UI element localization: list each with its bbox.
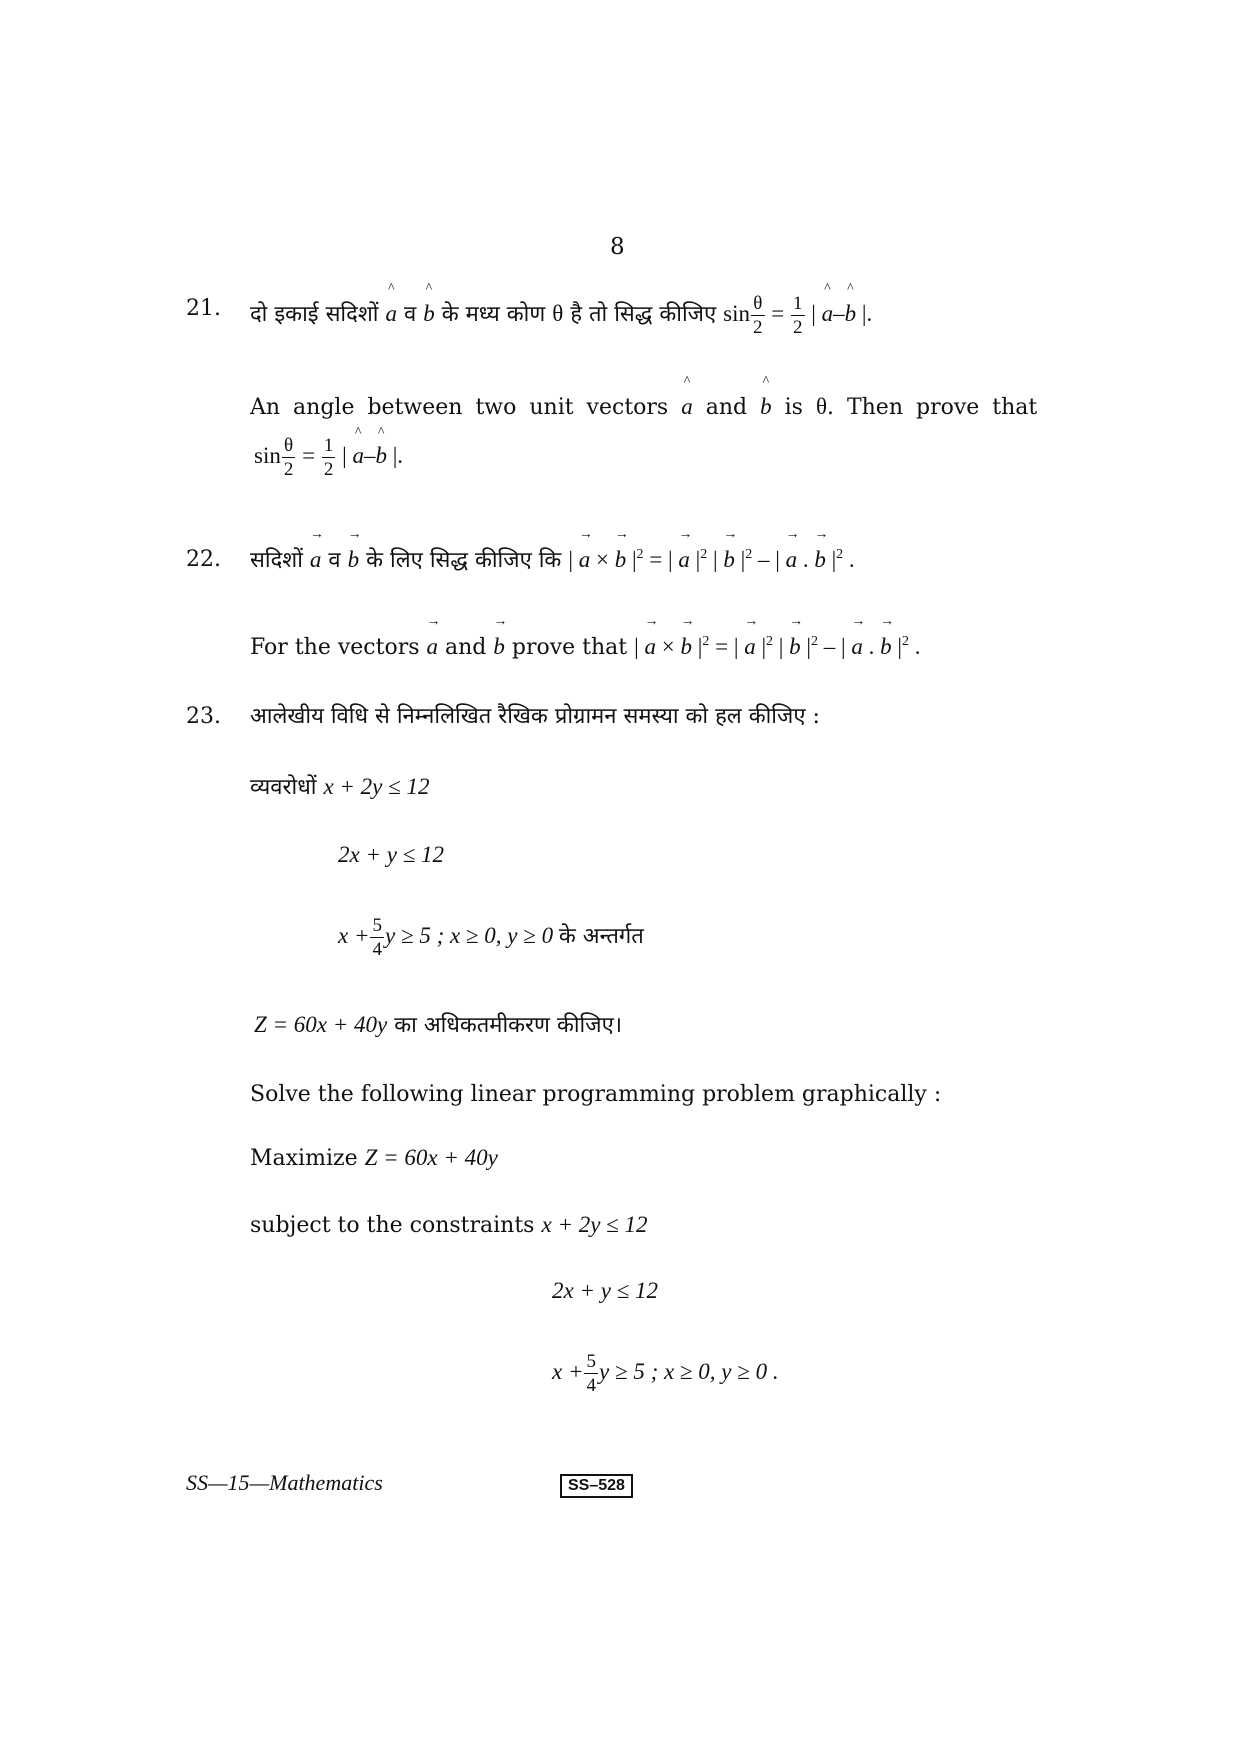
page-number: 8 — [610, 234, 625, 260]
q23-hindi-constraint-2: 2x + y ≤ 12 — [338, 842, 445, 867]
q21-english-formula: sin $\frac{\theta}{2}$ = $\frac{1}{2}$ | ^ a– ^ b |. — [254, 424, 404, 480]
question-22-english — [250, 614, 921, 663]
q23-hindi-constraints-label: व्यवरोधों — [250, 775, 317, 800]
q23-hindi-maximize-text: का अधिकतमीकरण कीजिए। — [394, 1013, 623, 1038]
q22-hindi-and: व — [328, 548, 341, 573]
question-21-hindi — [250, 280, 873, 338]
q23-hindi-constraint-3: x + $\frac{5}{4}$ y ≥ 5 ; x ≥ 0, y ≥ 0 के अन्तर्गत — [338, 915, 644, 960]
q23-english-constraint-1 — [250, 1210, 648, 1241]
q23-english-constraint-3: x + $\frac{5}{4}$ y ≥ 5 ; x ≥ 0, y ≥ 0 . — [552, 1351, 779, 1396]
q22-identity: | → a × → b $|^2$ = | → a $|^2$ | → b $|^2$ – | → a . → b $|^2$ . — [568, 527, 855, 572]
question-23-english-title: Solve the following linear programming problem graphically : — [250, 1082, 942, 1107]
vector-a: → a — [426, 614, 441, 659]
q23-english-objective — [250, 1143, 498, 1174]
q23-hindi-objective — [254, 1010, 622, 1041]
constraint-1: x + 2y ≤ 12 — [541, 1212, 648, 1237]
q22-english-text-2: prove that — [511, 635, 628, 660]
question-22-number: 22. — [186, 547, 221, 572]
q21-hindi-text-3: है तो सिद्ध कीजिए — [570, 301, 717, 327]
q22-identity: | → a × → b $|^2$ = | → a $|^2$ | → b $|^2$ – | → a . → b $|^2$ . — [634, 614, 921, 659]
q21-hindi-text-1: दो इकाई सदिशों — [250, 301, 379, 327]
theta-symbol: θ — [552, 300, 564, 326]
unit-vector-b-hat: ^ b — [423, 280, 435, 326]
unit-vector-a-hat: ^ a — [681, 374, 693, 419]
q21-hindi-text-2: के मध्य कोण — [441, 301, 546, 327]
vector-a: → a — [309, 527, 324, 572]
unit-vector-b-hat: ^ b — [760, 374, 772, 419]
q22-hindi-text-2: के लिए सिद्ध कीजिए कि — [366, 548, 562, 573]
q23-hindi-constraint-1 — [250, 772, 430, 803]
vector-b: → b — [493, 614, 508, 659]
q21-english-and: and — [705, 395, 748, 420]
theta-symbol: θ — [815, 394, 827, 419]
q21-english-text-1: An angle between two unit vectors — [250, 395, 669, 420]
objective-function: Z = 60x + 40y — [364, 1145, 498, 1170]
q23-english-maximize-label: Maximize — [250, 1146, 358, 1171]
q23-hindi-under: के अन्तर्गत — [558, 923, 644, 949]
unit-vector-a-hat: ^ a — [385, 280, 397, 326]
q23-english-subject-label: subject to the constraints — [250, 1213, 535, 1238]
q22-english-text-1: For the vectors — [250, 635, 420, 660]
paper-code-badge: SS–528 — [560, 1474, 633, 1498]
q22-hindi-text-1: सदिशों — [250, 548, 303, 573]
q22-english-and: and — [445, 635, 487, 660]
footer-subject: SS—15—Mathematics — [186, 1470, 383, 1495]
question-22-hindi — [250, 527, 855, 576]
question-21-english — [250, 374, 1038, 423]
q21-english-is: is — [784, 395, 803, 420]
objective-function: Z = 60x + 40y — [254, 1012, 388, 1037]
question-23-number: 23. — [186, 704, 221, 729]
q21-english-text-2: . Then prove that — [826, 395, 1038, 420]
q21-hindi-formula: sin $\frac{\theta}{2}$ = $\frac{1}{2}$ | ^ a– ^ b |. — [723, 280, 873, 338]
q21-hindi-and: व — [403, 301, 417, 327]
constraint-1: x + 2y ≤ 12 — [323, 774, 430, 799]
vector-b: → b — [347, 527, 362, 572]
question-23-hindi-title: आलेखीय विधि से निम्नलिखित रैखिक प्रोग्रामन समस्या को हल कीजिए : — [250, 704, 820, 729]
question-21-number: 21. — [186, 296, 221, 321]
q23-english-constraint-2: 2x + y ≤ 12 — [552, 1278, 659, 1303]
